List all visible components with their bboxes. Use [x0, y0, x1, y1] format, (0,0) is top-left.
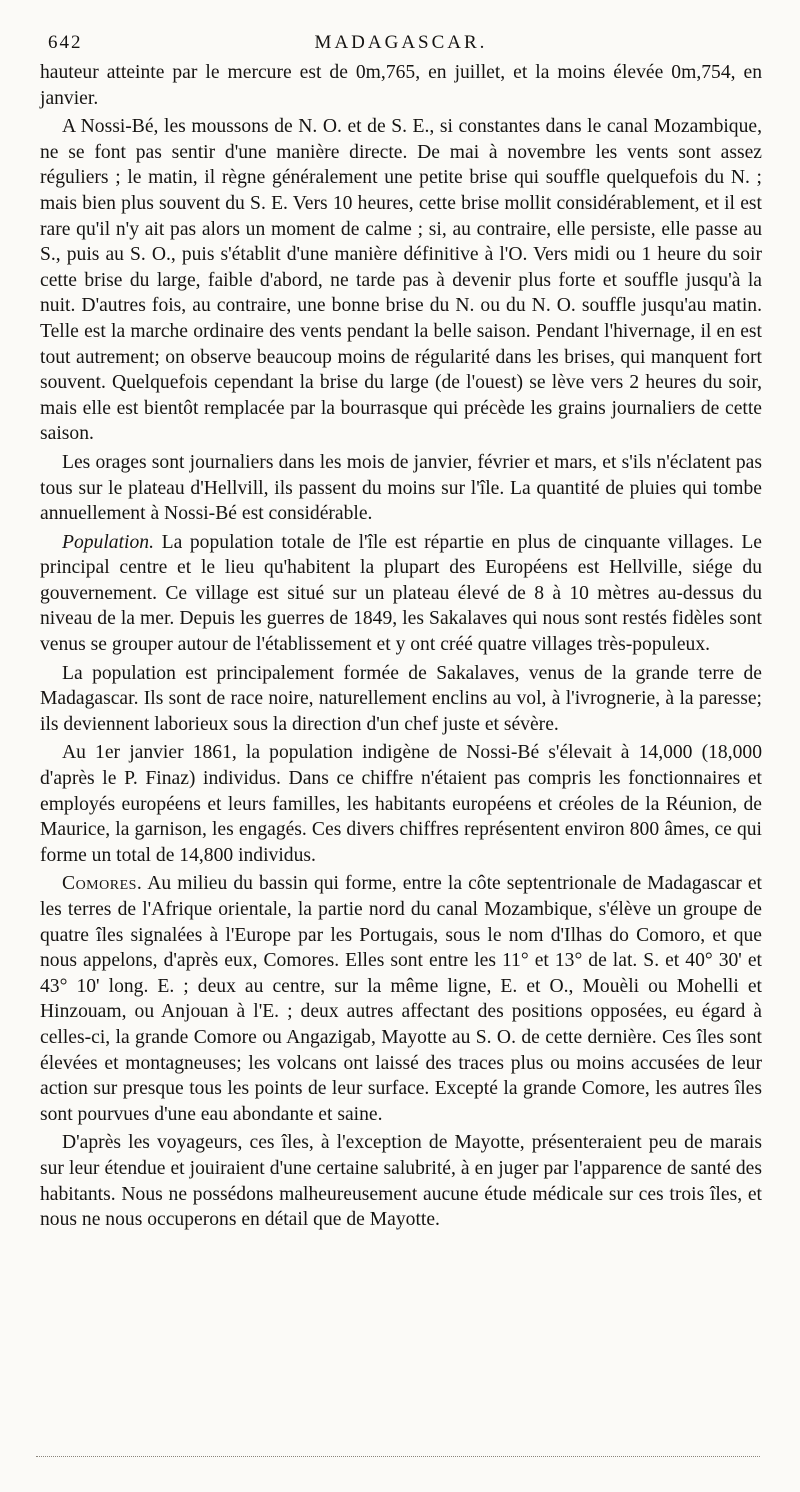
paragraph-census: [40, 740, 762, 868]
paragraph-text: La population est principalement formée de Sakalaves, venus de la grande terre de Madagascar. Ils sont de race noire, naturellement enclins au vol, à l'ivrognerie, à la paresse; ils deviennent laborieux sous la direction d'un chef juste et sévère.: [40, 662, 762, 735]
paragraph-text: Au 1er janvier 1861, la population indigène de Nossi-Bé s'élevait à 14,000 (18,000 d'après le P. Finaz) individus. Dans ce chiffre n'étaient pas compris les fonctionnaires et employés européens et leurs familles, les habitants européens et créoles de la Réunion, de Maurice, la garnison, les engagés. Ces divers chiffres représentent environ 800 âmes, ce qui forme un total de 14,800 individus.: [40, 742, 762, 866]
paragraph-text: hauteur atteinte par le mercure est de 0m,765, en juillet, et la moins élevée 0m,754, en janvier.: [40, 62, 762, 109]
paragraph-text: D'après les voyageurs, ces îles, à l'exception de Mayotte, présenteraient peu de marais sur leur étendue et jouiraient d'une certaine salubrité, à en juger par l'apparence de santé des habitants. Nous ne possédons malheureusement aucune étude médicale sur ces trois îles, et nous ne nous occuperons en détail que de Mayotte.: [40, 1132, 762, 1231]
running-title: MADAGASCAR.: [314, 32, 488, 53]
paragraph-salubrity: [40, 1130, 762, 1232]
paragraph-text: Au milieu du bassin qui forme, entre la côte septentrionale de Madagascar et les terres de l'Afrique orientale, la partie nord du canal Mozambique, s'élève un groupe de quatre îles signalées à l'Europe par les Portugais, sous le nom d'Ilhas do Comoro, et que nous appelons, d'après eux, Comores. Elles sont entre les 11° et 13° de lat. S. et 40° 30' et 43° 10' long. E. ; deux au centre, sur la même ligne, E. et O., Mouèli ou Mohelli et Hinzouam, ou Anjouan à l'E. ; deux autres affectant des positions opposées, eu égard à celles-ci, la grande Comore ou Angazigab, Mayotte au S. O. de cette dernière. Ces îles sont élevées et montagneuses; les volcans ont laissé des traces plus ou moins accusées de leur action sur presque tous les points de leur surface. Excepté la grande Comore, les autres îles sont pourvues d'une eau abondante et saine.: [40, 873, 762, 1125]
paragraph-text: A Nossi-Bé, les moussons de N. O. et de S. E., si constantes dans le canal Mozambique, ne se font pas sentir d'une manière directe. De mai à novembre les vents sont assez réguliers ; le matin, il règne généralement une petite brise qui souffle quelquefois du N. ; mais bien plus souvent du S. E. Vers 10 heures, cette brise mollit considérablement, et il est rare qu'il n'y ait pas alors un moment de calme ; si, au contraire, elle persiste, elle passe au S., puis au S. O., puis s'établit d'une manière définitive à l'O. Vers midi ou 1 heure du soir cette brise du large, faible d'abord, ne tarde pas à devenir plus forte et souffle jusqu'à la nuit. D'autres fois, au contraire, une bonne brise du N. ou du N. O. souffle jusqu'au matin. Telle est la marche ordinaire des vents pendant la belle saison. Pendant l'hivernage, il en est tout autrement; on observe beaucoup moins de régularité dans les brises, qui manquent fort souvent. Quelquefois cependant la brise du large (de l'ouest) se lève vers 2 heures du soir, mais elle est bientôt remplacée par la bourrasque qui précède les grains journaliers de cette saison.: [40, 116, 762, 445]
section-lead-comores: Comores.: [62, 873, 143, 895]
paragraph-text: La population totale de l'île est répartie en plus de cinquante villages. Le principal centre et le lieu qu'habitent la plupart des Européens est Hellville, siége du gouvernement. Ce village est situé sur un plateau élevé de 8 à 10 mètres au-dessus du niveau de la mer. Depuis les guerres de 1849, les Sakalaves qui nous sont restés fidèles sont venus se grouper autour de l'établissement et y ont créé quatre villages très-populeux.: [40, 531, 762, 656]
paragraph-text: Les orages sont journaliers dans les mois de janvier, février et mars, et s'ils n'éclatent pas tous sur le plateau d'Hellvill, ils passent du moins sur l'île. La quantité de pluies qui tombe annuellement à Nossi-Bé est considérable.: [40, 451, 762, 525]
paragraph-barometer: [40, 60, 762, 111]
paragraph-population: [40, 530, 762, 658]
section-lead-population: Population.: [62, 531, 154, 553]
paragraph-storms: [40, 450, 762, 527]
body-text: [40, 60, 762, 1233]
footer-dotted-rule: [36, 1456, 760, 1457]
paragraph-sakalaves: [40, 661, 762, 738]
running-head: [40, 30, 762, 60]
paragraph-winds: [40, 114, 762, 447]
paragraph-comores: [40, 871, 762, 1127]
page-number: 642: [48, 32, 83, 53]
